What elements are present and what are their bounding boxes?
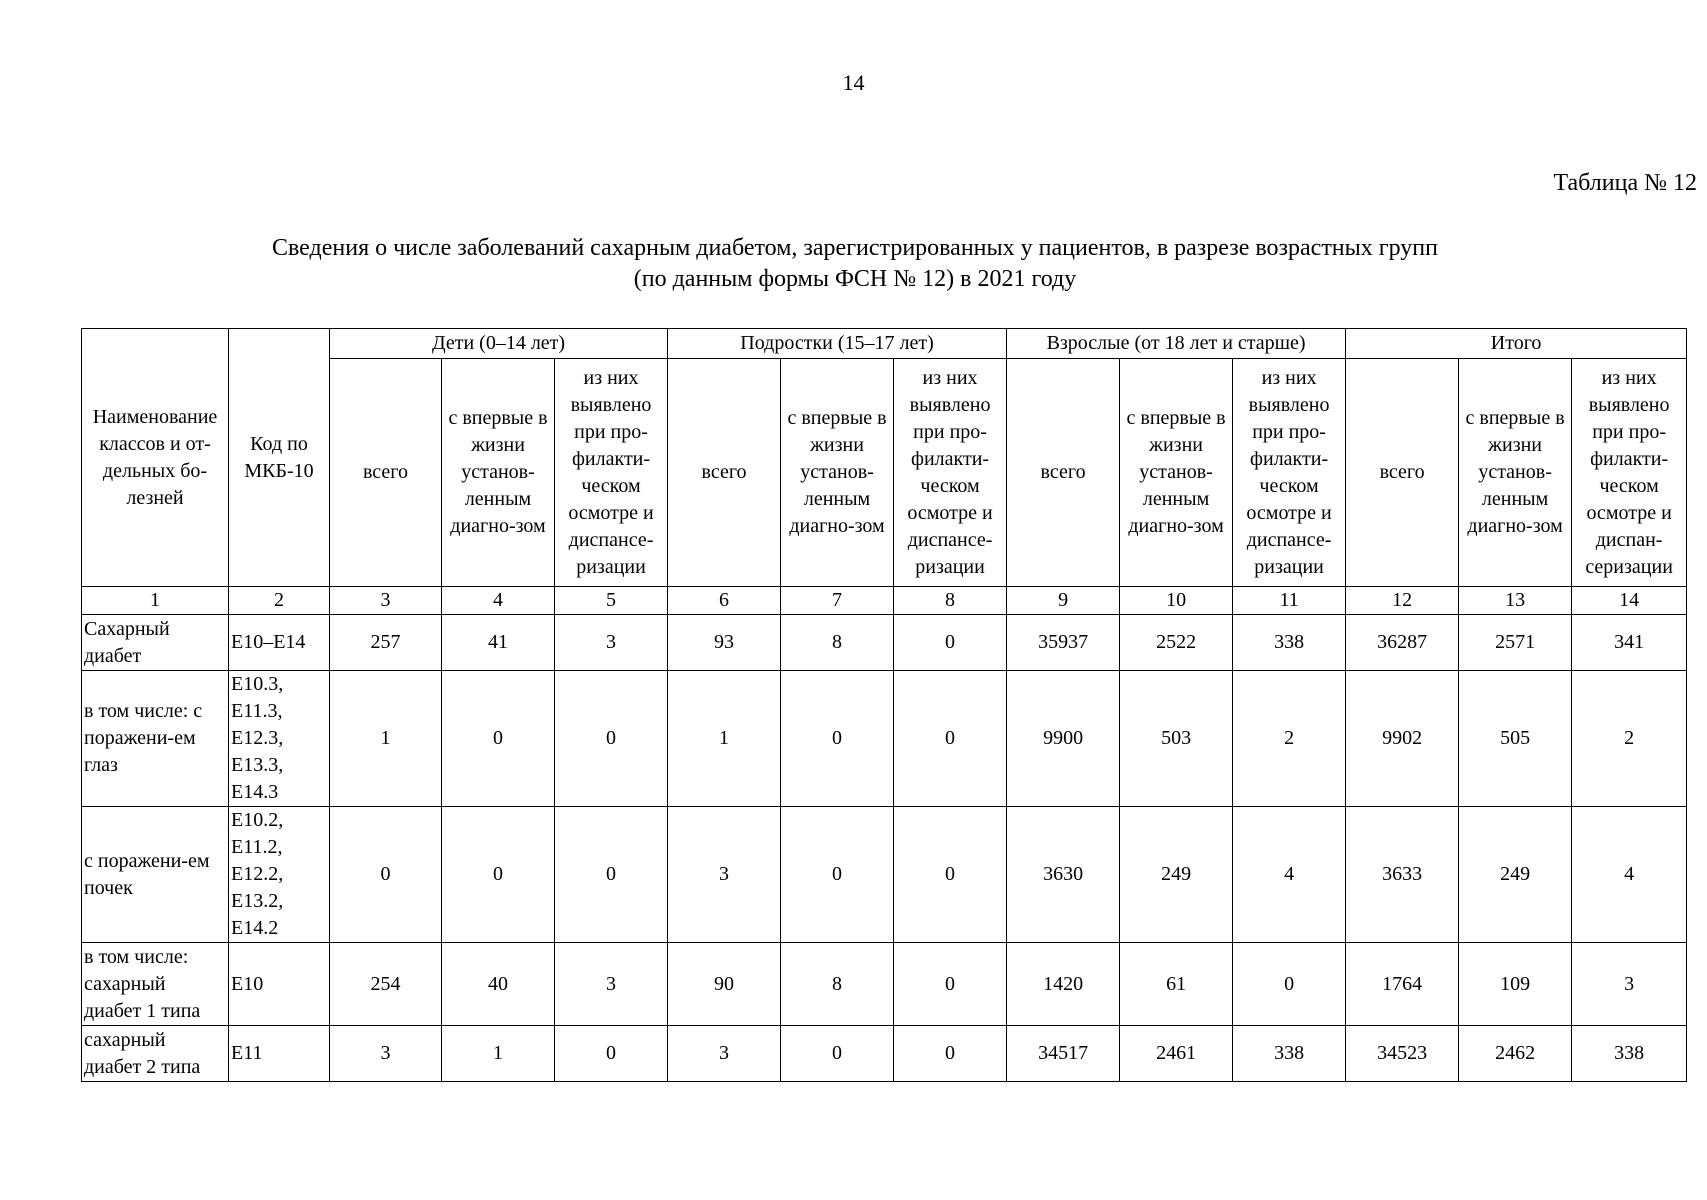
value-cell: 3633 <box>1346 807 1459 943</box>
column-number: 8 <box>894 587 1007 615</box>
subheader-first: с впервые в жизни установ-ленным диагно-зом <box>1120 359 1233 587</box>
row-code: Е10 <box>229 943 330 1026</box>
value-cell: 3 <box>1572 943 1687 1026</box>
value-cell: 90 <box>668 943 781 1026</box>
value-cell: 0 <box>781 1026 894 1082</box>
value-cell: 1 <box>668 671 781 807</box>
value-cell: 254 <box>330 943 442 1026</box>
page-number: 14 <box>842 70 865 95</box>
value-cell: 0 <box>894 615 1007 671</box>
header-name: Наименование классов и от-дельных бо-лезней <box>82 329 229 587</box>
value-cell: 0 <box>555 671 668 807</box>
value-cell: 1764 <box>1346 943 1459 1026</box>
value-cell: 3 <box>668 1026 781 1082</box>
subheader-prof: из них выявлено при про-филакти-ческом осмотре и диспансе-ризации <box>894 359 1007 587</box>
value-cell: 109 <box>1459 943 1572 1026</box>
value-cell: 0 <box>894 671 1007 807</box>
value-cell: 8 <box>781 615 894 671</box>
document-title <box>130 233 1580 295</box>
column-number: 12 <box>1346 587 1459 615</box>
value-cell: 1 <box>442 1026 555 1082</box>
value-cell: 503 <box>1120 671 1233 807</box>
value-cell: 0 <box>442 807 555 943</box>
table-row <box>82 1026 1687 1082</box>
column-number: 10 <box>1120 587 1233 615</box>
value-cell: 0 <box>1233 943 1346 1026</box>
value-cell: 36287 <box>1346 615 1459 671</box>
value-cell: 3630 <box>1007 807 1120 943</box>
value-cell: 4 <box>1572 807 1687 943</box>
subheader-total: всего <box>1346 359 1459 587</box>
table-label: Таблица № 12 <box>1553 170 1697 196</box>
value-cell: 3 <box>668 807 781 943</box>
value-cell: 338 <box>1572 1026 1687 1082</box>
subheader-total: всего <box>1007 359 1120 587</box>
value-cell: 8 <box>781 943 894 1026</box>
subheader-total: всего <box>330 359 442 587</box>
value-cell: 0 <box>894 807 1007 943</box>
value-cell: 0 <box>442 671 555 807</box>
subheader-prof: из них выявлено при про-филакти-ческом осмотре и диспан-серизации <box>1572 359 1687 587</box>
column-number: 13 <box>1459 587 1572 615</box>
table-row <box>82 671 1687 807</box>
row-code: Е10–Е14 <box>229 615 330 671</box>
diabetes-table <box>81 328 1687 1082</box>
title-line-1: Сведения о числе заболеваний сахарным диабетом, зарегистрированных у пациентов, в разрезе возрастных групп <box>271 235 1438 261</box>
value-cell: 0 <box>330 807 442 943</box>
column-number: 6 <box>668 587 781 615</box>
value-cell: 4 <box>1233 807 1346 943</box>
value-cell: 0 <box>781 807 894 943</box>
value-cell: 338 <box>1233 1026 1346 1082</box>
value-cell: 0 <box>894 1026 1007 1082</box>
value-cell: 1 <box>330 671 442 807</box>
value-cell: 341 <box>1572 615 1687 671</box>
value-cell: 257 <box>330 615 442 671</box>
value-cell: 41 <box>442 615 555 671</box>
value-cell: 505 <box>1459 671 1572 807</box>
group-teens: Подростки (15–17 лет) <box>668 329 1007 359</box>
value-cell: 9900 <box>1007 671 1120 807</box>
value-cell: 61 <box>1120 943 1233 1026</box>
value-cell: 34517 <box>1007 1026 1120 1082</box>
value-cell: 2462 <box>1459 1026 1572 1082</box>
value-cell: 2 <box>1233 671 1346 807</box>
subheader-first: с впервые в жизни установ-ленным диагно-зом <box>1459 359 1572 587</box>
subheader-total: всего <box>668 359 781 587</box>
row-code: Е11 <box>229 1026 330 1082</box>
value-cell: 3 <box>330 1026 442 1082</box>
value-cell: 249 <box>1459 807 1572 943</box>
row-name: сахарный диабет 2 типа <box>82 1026 229 1082</box>
column-number: 9 <box>1007 587 1120 615</box>
value-cell: 0 <box>555 807 668 943</box>
value-cell: 0 <box>555 1026 668 1082</box>
value-cell: 2 <box>1572 671 1687 807</box>
column-number: 11 <box>1233 587 1346 615</box>
value-cell: 35937 <box>1007 615 1120 671</box>
column-number: 4 <box>442 587 555 615</box>
subheader-prof: из них выявлено при про-филакти-ческом осмотре и диспансе-ризации <box>1233 359 1346 587</box>
value-cell: 3 <box>555 615 668 671</box>
row-code: Е10.2, Е11.2, Е12.2, Е13.2, Е14.2 <box>229 807 330 943</box>
table-row <box>82 807 1687 943</box>
subheader-first: с впервые в жизни установ-ленным диагно-зом <box>442 359 555 587</box>
group-children: Дети (0–14 лет) <box>330 329 668 359</box>
value-cell: 338 <box>1233 615 1346 671</box>
column-number: 5 <box>555 587 668 615</box>
value-cell: 34523 <box>1346 1026 1459 1082</box>
column-number: 2 <box>229 587 330 615</box>
column-number: 7 <box>781 587 894 615</box>
value-cell: 0 <box>894 943 1007 1026</box>
value-cell: 9902 <box>1346 671 1459 807</box>
value-cell: 93 <box>668 615 781 671</box>
value-cell: 3 <box>555 943 668 1026</box>
header-code: Код по МКБ-10 <box>229 329 330 587</box>
group-adults: Взрослые (от 18 лет и старше) <box>1007 329 1346 359</box>
subheader-first: с впервые в жизни установ-ленным диагно-зом <box>781 359 894 587</box>
value-cell: 2522 <box>1120 615 1233 671</box>
column-number: 14 <box>1572 587 1687 615</box>
row-name: в том числе: сахарный диабет 1 типа <box>82 943 229 1026</box>
row-name: в том числе: с поражени-ем глаз <box>82 671 229 807</box>
value-cell: 249 <box>1120 807 1233 943</box>
column-number: 3 <box>330 587 442 615</box>
group-total: Итого <box>1346 329 1687 359</box>
row-name: Сахарный диабет <box>82 615 229 671</box>
value-cell: 0 <box>781 671 894 807</box>
value-cell: 1420 <box>1007 943 1120 1026</box>
value-cell: 2571 <box>1459 615 1572 671</box>
row-code: Е10.3, Е11.3, Е12.3, Е13.3, Е14.3 <box>229 671 330 807</box>
subheader-prof: из них выявлено при про-филакти-ческом осмотре и диспансе-ризации <box>555 359 668 587</box>
column-number: 1 <box>82 587 229 615</box>
row-name: с поражени-ем почек <box>82 807 229 943</box>
value-cell: 40 <box>442 943 555 1026</box>
value-cell: 2461 <box>1120 1026 1233 1082</box>
title-line-2: (по данным формы ФСН № 12) в 2021 году <box>633 266 1077 292</box>
table-row <box>82 615 1687 671</box>
table-row <box>82 943 1687 1026</box>
column-number-row <box>82 587 1687 615</box>
